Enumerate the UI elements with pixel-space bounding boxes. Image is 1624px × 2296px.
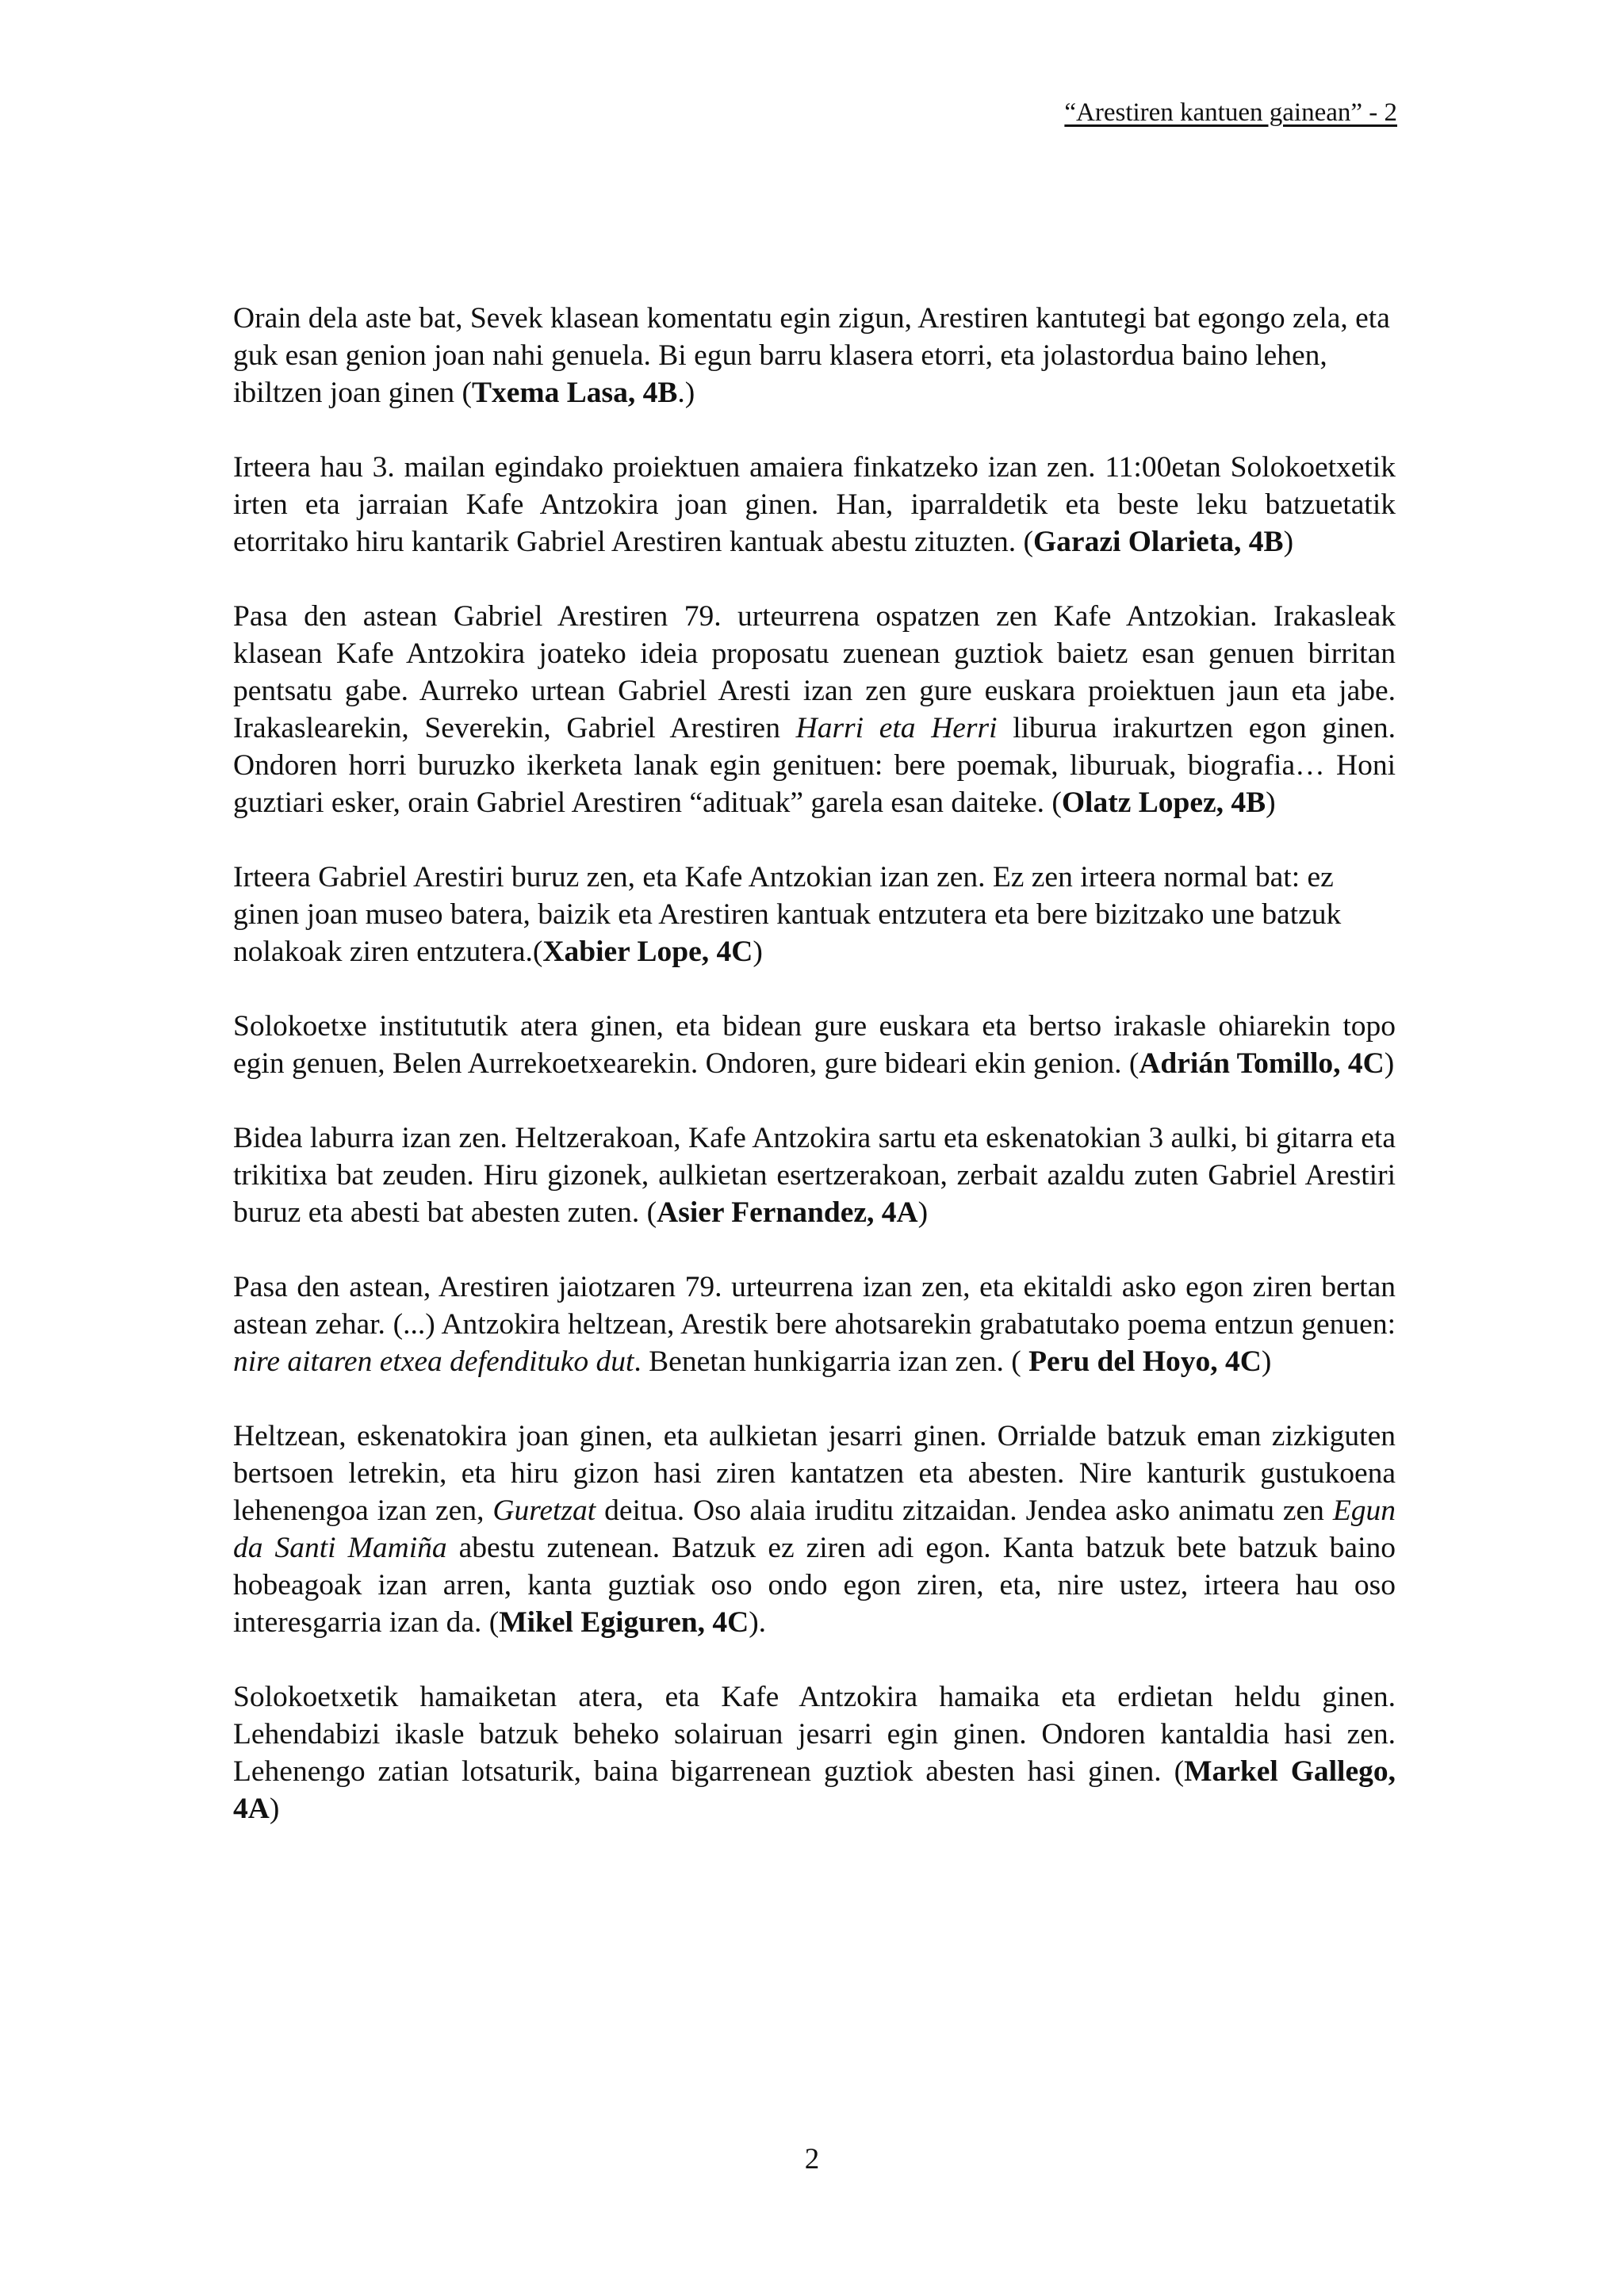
paragraph-mikel-egiguren [233,1418,1396,1641]
poem-title: nire aitaren etxea defendituko dut [233,1345,634,1378]
document-body [233,300,1396,1827]
paragraph-text: Pasa den astean, Arestiren jaiotzaren 79. urteurrena izan zen, eta ekitaldi asko egon ziren bertan astean zehar. (...) Antzokira heltzean, Arestik bere ahotsarekin grabatutako poema entzun genuen: [233,1271,1396,1341]
paragraph-text: .) [677,377,695,409]
song-title: Egun da Santi Mamiña [233,1494,1396,1564]
paragraph-text: ) [1384,1047,1395,1080]
running-header: “Arestiren kantuen gainean” - 2 [1064,98,1397,127]
book-title: Harri eta Herri [795,712,998,744]
paragraph-text: ) [753,936,763,968]
author-signature: Markel Gallego, 4A [233,1755,1396,1825]
paragraph-peru-del-hoyo [233,1269,1396,1380]
paragraph-text: ). [749,1606,767,1639]
paragraph-text: Bidea laburra izan zen. Heltzerakoan, Kafe Antzokira sartu eta eskenatokian 3 aulki, bi gitarra eta trikitixa bat zeuden. Hiru gizonek, aulkietan esertzerakoan, zerbait azaldu zuten Gabriel Arestiri buruz eta abesti bat abesten zuten. ( [233,1122,1396,1229]
paragraph-text: ) [1261,1345,1272,1378]
paragraph-text: ) [1266,786,1276,819]
paragraph-text: . Benetan hunkigarria izan zen. ( [634,1345,1029,1378]
paragraph-text: Solokoetxe institututik atera ginen, eta bidean gure euskara eta bertso irakasle ohiarekin topo egin genuen, Belen Aurrekoetxearekin. Ondoren, gure bideari ekin genion. ( [233,1010,1396,1080]
author-signature: Adrián Tomillo, 4C [1139,1047,1385,1080]
paragraph-garazi-olarieta [233,449,1396,561]
author-signature: Xabier Lope, 4C [542,936,753,968]
paragraph-text: Irteera hau 3. mailan egindako proiektuen amaiera finkatzeko izan zen. 11:00etan Solokoetxetik irten eta jarraian Kafe Antzokira joan ginen. Han, iparraldetik eta beste leku batzuetatik etorritako hiru kantarik Gabriel Arestiren kantuak abestu zituzten. ( [233,451,1396,558]
paragraph-text: liburua irakurtzen egon ginen. Ondoren horri buruzko ikerketa lanak egin genituen: bere poemak, liburuak, biografia… Honi guztiari esker, orain Gabriel Arestiren “adituak” garela esan daiteke. ( [233,712,1396,819]
paragraph-markel-gallego [233,1678,1396,1827]
paragraph-text: Irteera Gabriel Arestiri buruz zen, eta Kafe Antzokian izan zen. Ez zen irteera normal bat: ez ginen joan museo batera, baizik eta Arestiren kantuak entzutera eta bere bizitzako une batzuk nolakoak ziren entzutera.( [233,861,1342,968]
page-number: 2 [804,2143,820,2175]
author-signature: Mikel Egiguren, 4C [499,1606,749,1639]
paragraph-text: ) [917,1196,929,1229]
paragraph-text: ) [269,1793,280,1825]
author-signature: Asier Fernandez, 4A [657,1196,918,1229]
paragraph-text: Orain dela aste bat, Sevek klasean komentatu egin zigun, Arestiren kantutegi bat egongo zela, eta guk esan genion joan nahi genuela. Bi egun barru klasera etorri, eta jolastordua baino lehen, ibiltzen joan ginen ( [233,302,1390,409]
song-title: Guretzat [492,1494,596,1527]
paragraph-olatz-lopez [233,598,1396,821]
author-signature: Peru del Hoyo, 4C [1028,1345,1262,1378]
paragraph-text: abestu zutenean. Batzuk ez ziren adi egon. Kanta batzuk bete batzuk baino hobeagoak izan arren, kanta guztiak oso ondo egon ziren, eta, nire ustez, irteera hau oso interesgarria izan da. ( [233,1532,1396,1639]
paragraph-text: Solokoetxetik hamaiketan atera, eta Kafe Antzokira hamaika eta erdietan heldu ginen. Lehendabizi ikasle batzuk beheko solairuan jesarri egin ginen. Ondoren kantaldia hasi zen. Lehenengo zatian lotsaturik, baina bigarrenean guztiok abesten hasi ginen. ( [233,1681,1396,1788]
paragraph-text: Pasa den astean Gabriel Arestiren 79. urteurrena ospatzen zen Kafe Antzokian. Irakasleak klasean Kafe Antzokira joateko ideia proposatu zuenean guztiok baietz esan genuen birritan pentsatu gabe. Aurreko urtean Gabriel Aresti izan zen gure euskara proiektuen jaun eta jabe. Irakaslearekin, Severekin, Gabriel Arestiren [233,600,1396,744]
paragraph-text: ) [1283,526,1294,558]
paragraph-txema-lasa [233,300,1396,411]
author-signature: Garazi Olarieta, 4B [1033,526,1284,558]
paragraph-text: deitua. Oso alaia iruditu zitzaidan. Jendea asko animatu zen [596,1494,1333,1527]
author-signature: Olatz Lopez, 4B [1061,786,1266,819]
paragraph-asier-fernandez [233,1119,1396,1231]
author-signature: Txema Lasa, 4B [471,377,678,409]
paragraph-xabier-lope [233,859,1396,970]
paragraph-text: Heltzean, eskenatokira joan ginen, eta aulkietan jesarri ginen. Orrialde batzuk eman zizkiguten bertsoen letrekin, eta hiru gizon hasi ziren kantatzen eta abesten. Nire kanturik gustukoena lehenengoa izan zen, [233,1420,1396,1527]
paragraph-adrian-tomillo [233,1008,1396,1082]
